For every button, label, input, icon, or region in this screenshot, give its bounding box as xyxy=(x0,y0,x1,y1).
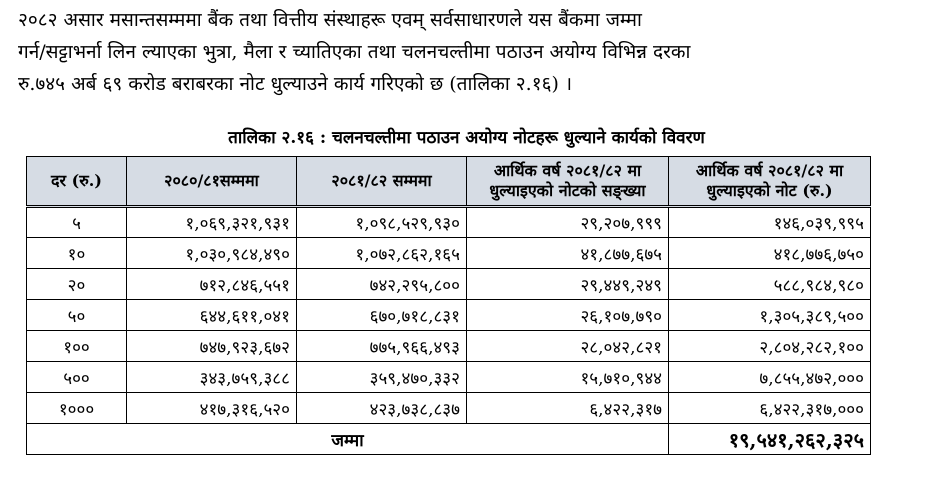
table-title: तालिका २.१६ : चलनचल्तीमा पठाउन अयोग्य नोटहरू धुल्याने कार्यको विवरण xyxy=(228,128,705,148)
cell-upto-2081-82: ६७०,७१८,८३१ xyxy=(297,300,467,331)
cell-upto-2081-82: ७४२,२९५,८०० xyxy=(297,269,467,300)
table-row xyxy=(27,238,871,269)
table-row xyxy=(27,300,871,331)
header-upto-2081-82: २०८१/८२ सम्ममा xyxy=(297,157,467,207)
cell-upto-2081-82: ४२३,७३८,८३७ xyxy=(297,393,467,424)
cell-rate: १० xyxy=(27,238,127,269)
intro-paragraph xyxy=(18,4,915,100)
table-row xyxy=(27,207,871,238)
header-fy-value-line-1: आर्थिक वर्ष २०८१/८२ मा xyxy=(695,161,844,180)
cell-upto-2080-81: १,०६९,३२१,९३१ xyxy=(127,207,297,238)
cell-upto-2081-82: ७७५,९६६,४९३ xyxy=(297,331,467,362)
intro-line-2: गर्न/सट्टाभर्ना लिन ल्याएका भुत्रा, मैला र च्यातिएका तथा चलनचल्तीमा पठाउन अयोग्य विभिन्न दरका xyxy=(18,41,691,63)
notes-destruction-table xyxy=(26,156,871,455)
cell-upto-2080-81: ७४७,९२३,६७२ xyxy=(127,331,297,362)
header-fy-value-line-2: धुल्याइएको नोट (रु.) xyxy=(706,181,833,200)
cell-rate: ५० xyxy=(27,300,127,331)
header-upto-2080-81: २०८०/८१सम्ममा xyxy=(127,157,297,207)
cell-upto-2080-81: ४१७,३१६,५२० xyxy=(127,393,297,424)
table-row xyxy=(27,331,871,362)
cell-rate: १००० xyxy=(27,393,127,424)
cell-rate: ५०० xyxy=(27,362,127,393)
cell-upto-2081-82: १,०७२,८६२,१६५ xyxy=(297,238,467,269)
cell-upto-2080-81: १,०३०,९८४,४९० xyxy=(127,238,297,269)
cell-rate: २० xyxy=(27,269,127,300)
cell-upto-2080-81: ६४४,६११,०४१ xyxy=(127,300,297,331)
cell-value: ६,४२२,३१७,००० xyxy=(669,393,871,424)
cell-value: १४६,०३९,९९५ xyxy=(669,207,871,238)
header-fy-count-line-1: आर्थिक वर्ष २०८१/८२ मा xyxy=(493,161,642,180)
cell-count: १५,७१०,९४४ xyxy=(467,362,669,393)
cell-value: २,८०४,२८२,१०० xyxy=(669,331,871,362)
table-header-row xyxy=(27,157,871,207)
cell-count: २८,०४२,८२१ xyxy=(467,331,669,362)
intro-line-3: रु.७४५ अर्ब ६९ करोड बराबरका नोट धुल्याउने कार्य गरिएको छ (तालिका २.१६) । xyxy=(18,73,573,95)
cell-count: २९,४४९,२४९ xyxy=(467,269,669,300)
table-row xyxy=(27,362,871,393)
cell-upto-2081-82: १,०९८,५२९,९३० xyxy=(297,207,467,238)
header-fy-value xyxy=(669,157,871,207)
intro-line-1: २०८२ असार मसान्तसम्ममा बैंक तथा वित्तीय संस्थाहरू एवम् सर्वसाधारणले यस बैंकमा जम्मा xyxy=(18,9,642,31)
cell-upto-2080-81: ७१२,८४६,५५१ xyxy=(127,269,297,300)
cell-count: ४१,८७७,६७५ xyxy=(467,238,669,269)
cell-upto-2080-81: ३४३,७५९,३८८ xyxy=(127,362,297,393)
table-row xyxy=(27,393,871,424)
table-total-row xyxy=(27,424,871,455)
cell-count: २६,१०७,७९० xyxy=(467,300,669,331)
cell-rate: ५ xyxy=(27,207,127,238)
total-label: जम्मा xyxy=(27,424,669,455)
table-row xyxy=(27,269,871,300)
header-fy-count-line-2: धुल्याइएको नोटको सङ्ख्या xyxy=(489,181,646,200)
header-rate: दर (रु.) xyxy=(27,157,127,207)
header-fy-count xyxy=(467,157,669,207)
cell-count: ६,४२२,३१७ xyxy=(467,393,669,424)
cell-upto-2081-82: ३५९,४७०,३३२ xyxy=(297,362,467,393)
cell-value: ५८८,९८४,९८० xyxy=(669,269,871,300)
cell-rate: १०० xyxy=(27,331,127,362)
total-value: १९,५४१,२६२,३२५ xyxy=(669,424,871,455)
cell-value: ४१८,७७६,७५० xyxy=(669,238,871,269)
cell-value: १,३०५,३८९,५०० xyxy=(669,300,871,331)
cell-count: २९,२०७,९९९ xyxy=(467,207,669,238)
cell-value: ७,८५५,४७२,००० xyxy=(669,362,871,393)
